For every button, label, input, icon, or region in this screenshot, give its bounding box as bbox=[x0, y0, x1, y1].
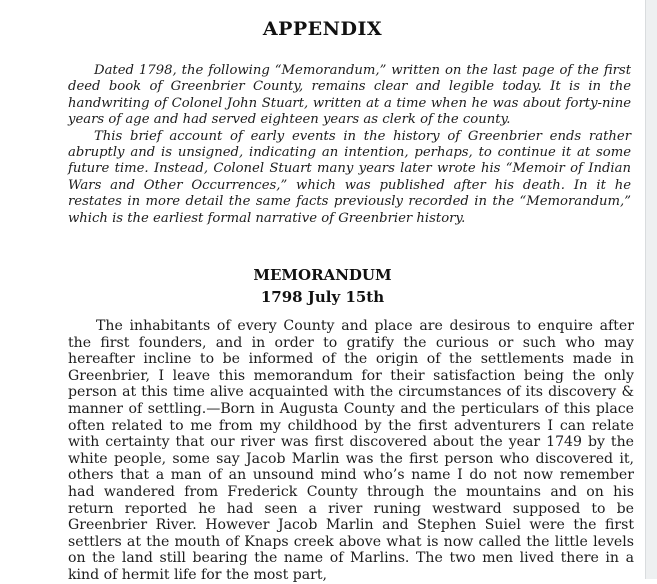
memorandum-paragraph: The inhabitants of every County and place are desirous to enquire after the first founders, and in order to gratify the curious or such who may hereafter incline to be informed of the origin of the settlements made in Greenbrier, I leave this memorandum for their satisfaction being the only person at this time alive acquainted with the circumstances of its discovery & manner of settling.—Born in Augusta County and the perticulars of this place often related to me from my childhood by the first adventurers I can relate with certainty that our river was first discovered about the year 1749 by the white people, some say Jacob Marlin was the first person who discovered it, others that a man of an unsound mind who’s name I do not now remember had wandered from Frederick County through the mountains and on his return reported he had seen a river runing westward supposed to be Greenbrier River. However Jacob Marlin and Stephen Suiel were the first settlers at the mouth of Knaps creek above what is now called the little levels on the land still bearing the name of Marlins. The two men lived there in a kind of hermit life for the most part, bbox=[68, 318, 634, 583]
scrollbar-track[interactable] bbox=[645, 0, 657, 579]
memorandum-body bbox=[68, 318, 634, 584]
page-title: APPENDIX bbox=[262, 18, 383, 40]
memorandum-date: 1798 July 15th bbox=[260, 288, 385, 306]
introduction bbox=[68, 63, 631, 227]
memorandum-title: MEMORANDUM bbox=[253, 266, 392, 284]
intro-paragraph: Dated 1798, the following “Memorandum,” written on the last page of the first deed book of Greenbrier County, remains clear and legible today. It is in the handwriting of Colonel John Stuart, written at a time when he was about forty-nine years of age and had served eighteen years as clerk of the county. bbox=[68, 63, 631, 128]
intro-paragraph: This brief account of early events in the history of Greenbrier ends rather abruptly and is unsigned, indicating an intention, perhaps, to continue it at some future time. Instead, Colonel Stuart many years later wrote his “Memoir of Indian Wars and Other Occurrences,” which was published after his death. In it he restates in more detail the same facts previously recorded in the “Memorandum,” which is the earliest formal narrative of Greenbrier history. bbox=[68, 128, 631, 226]
